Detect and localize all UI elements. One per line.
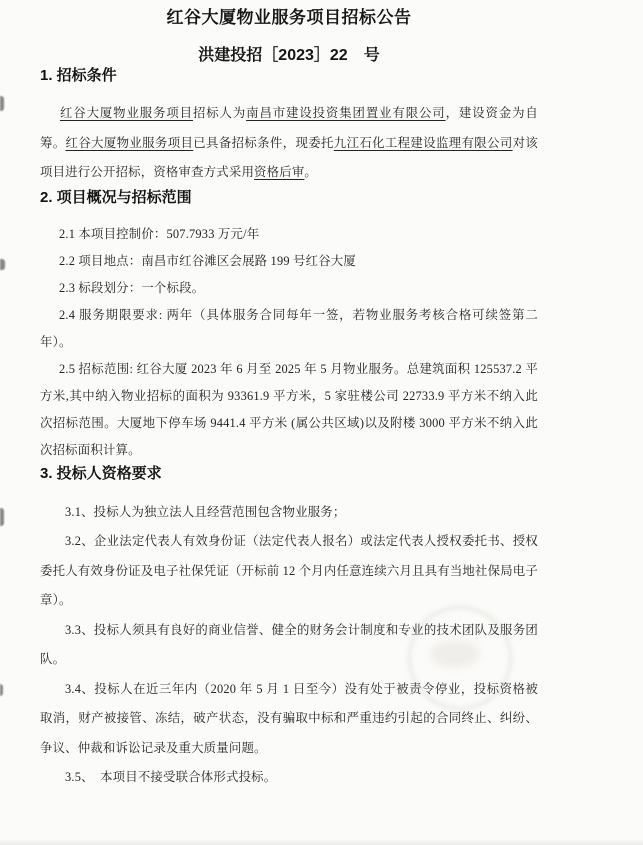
scan-artifact — [0, 508, 4, 526]
underlined-text: 红谷大厦物业服务项目 — [65, 135, 194, 150]
text-run: 招标人为 — [192, 106, 247, 120]
page-title: 红谷大厦物业服务项目招标公告 — [166, 8, 412, 27]
list-item-3-4: 3.4、投标人在近三年内（2020 年 5 月 1 日至今）没有处于被责令停业，投标资格被取消，财产被接管、冻结，破产状态，没有骗取中标和严重违约引起的合同终止、纠纷、争议、仲裁和诉讼记录及重大质量问题。 — [40, 681, 538, 755]
underlined-text: 南昌市建设投资集团置业有限公司 — [246, 106, 446, 120]
list-item-2-2: 2.2 项目地点：南昌市红谷滩区会展路 199 号红谷大厦 — [59, 253, 356, 268]
list-item-2-3: 2.3 标段划分：一个标段。 — [59, 280, 205, 295]
list-item-2-4: 2.4 服务期限要求: 两年（具体服务合同每年一签，若物业服务考核合格可续签第二年）。 — [40, 307, 538, 349]
section-1-heading: 1. 招标条件 — [40, 67, 117, 84]
doc-number: 洪建投招［2023］22 号 — [198, 47, 380, 64]
underlined-text: 红谷大厦物业服务项目 — [60, 106, 193, 120]
scan-artifact — [0, 259, 5, 270]
text-run: ，建设资金为自筹。 — [40, 106, 538, 150]
scan-edge-shadow — [0, 839, 643, 845]
section-3-heading: 3. 投标人资格要求 — [40, 464, 162, 482]
section-2-items — [40, 221, 538, 464]
list-item-3-5: 3.5、 本项目不接受联合体形式投标。 — [65, 770, 277, 784]
section-1-paragraph — [40, 99, 538, 188]
underlined-text: 资格后审 — [254, 165, 305, 179]
section-2-heading: 2. 项目概况与招标范围 — [40, 188, 192, 206]
scan-artifact — [0, 684, 3, 696]
list-item-3-1: 3.1、投标人为独立法人且经营范围包含物业服务； — [65, 504, 346, 519]
list-item-3-2: 3.2、企业法定代表人有效身份证（法定代表人报名）或法定代表人授权委托书、授权委托人有效身份证及电子社保凭证（开标前 12 个月内任意连续六月且具有当地社保局电子章）。 — [40, 534, 538, 607]
list-item-2-1: 2.1 本项目控制价：507.7933 万元/年 — [59, 226, 260, 241]
text-run: 已具备招标条件，现委托 — [193, 135, 334, 150]
text-run: 。 — [304, 165, 318, 179]
underlined-text: 九江石化工程建设监理有限公司 — [333, 135, 513, 150]
text-run: 对该项目进行公开招标，资格审查方式采用 — [40, 135, 538, 179]
list-item-2-5: 2.5 招标范围: 红谷大厦 2023 年 6 月至 2025 年 5 月物业服务。总建筑面积 125537.2 平方米,其中纳入物业招标的面积为 93361.9 平方米，5 家驻楼公司 22733.9 平方米不纳入此次招标范围。大厦地下停车场 9441.4 平方米 (属公共区域)以及附楼 3000 平方米不纳入此次招标面积计算。 — [40, 361, 538, 457]
list-item-3-3: 3.3、投标人须具有良好的商业信誉、健全的财务会计制度和专业的技术团队及服务团队。 — [40, 622, 538, 666]
scan-artifact — [0, 96, 4, 111]
faint-stamp-smudge — [430, 640, 480, 668]
